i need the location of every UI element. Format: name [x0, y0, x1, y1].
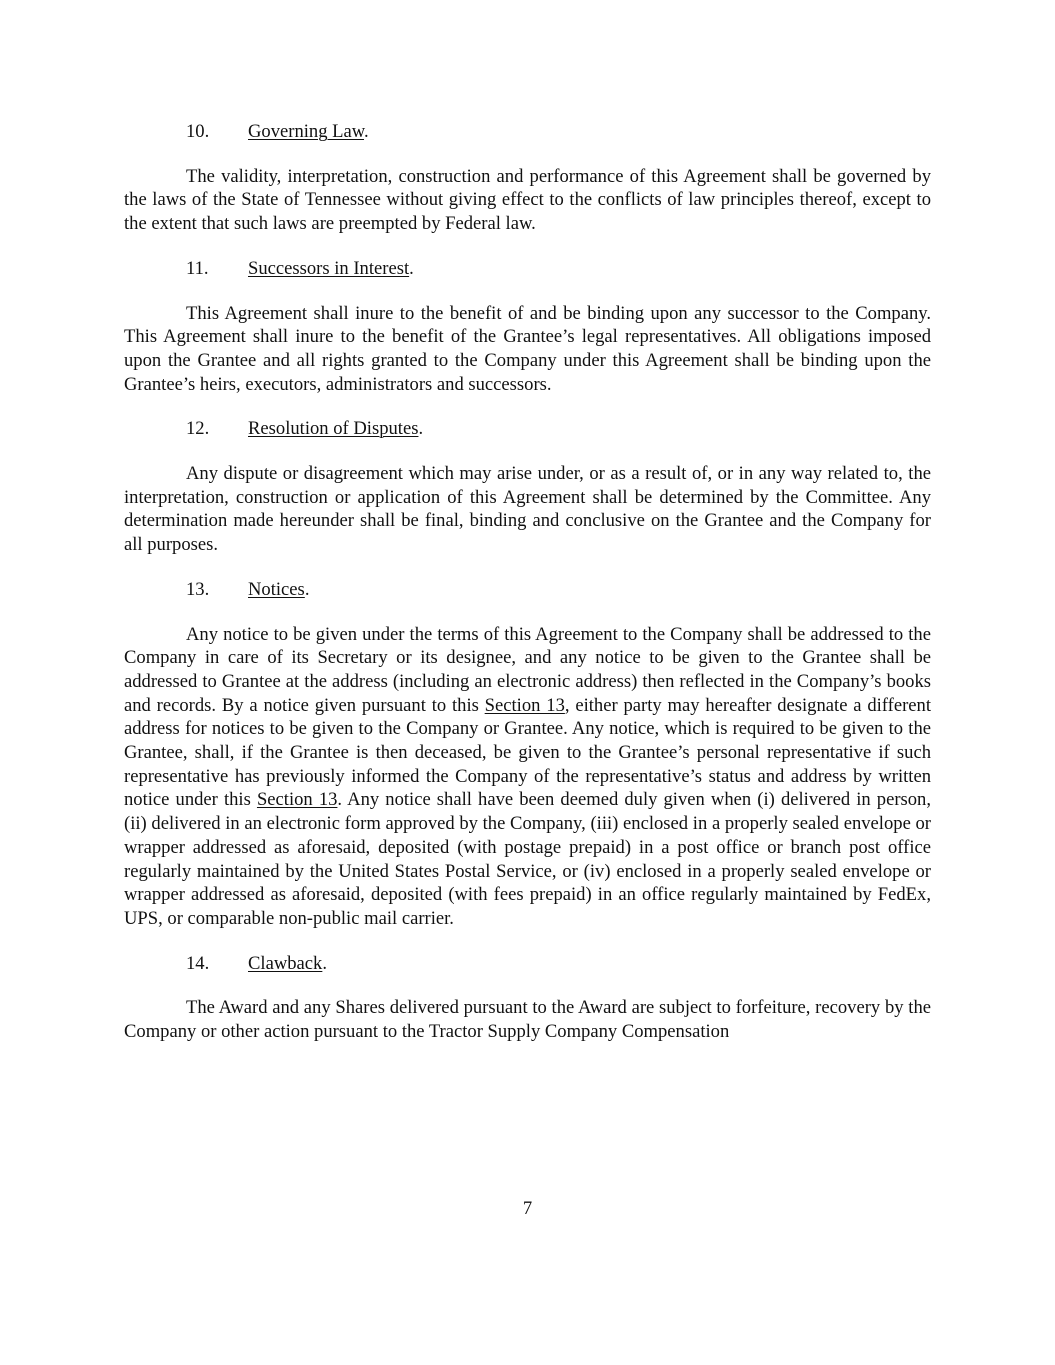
section-12-heading: 12. Resolution of Disputes. [186, 418, 424, 440]
section-11-heading: 11. Successors in Interest. [186, 257, 414, 279]
section-11-paragraph: This Agreement shall inure to the benefit of and be binding upon any successor to the Company. This Agreement shall inure to the benefit of the Grantee’s legal representatives. All obligations imposed upon the Grantee and all rights granted to the Company under this Agreement shall be binding upon the Grantee’s heirs, executors, administrators and successors. [124, 302, 931, 395]
section-title: Resolution of Disputes [248, 418, 419, 440]
paragraph-text: , either party may hereafter designate a different address for notices to be given to the Company or Grantee. Any notice, which is required to be given to the Grantee, shall, if the Grantee is then deceased, be given to the Grantee’s personal representative if such representative has previously informed the Company of the representative’s status and address by written notice under this [124, 694, 932, 811]
page-number: 7 [522, 1198, 533, 1219]
section-10-heading: 10. Governing Law. [186, 121, 369, 142]
section-title: Clawback [248, 952, 323, 974]
section-title: Notices [248, 578, 305, 600]
paragraph-text: Any notice to be given under the terms of this Agreement to the Company shall be addressed to the Company in care of its Secretary or its designee, and any notice to be given to the Grantee shall be addressed to Grantee at the address (including an electronic address) then reflected in the Company’s books and records. By a notice given pursuant to this [124, 623, 931, 716]
section-number: 13. [186, 578, 210, 600]
section-14-paragraph: The Award and any Shares delivered pursuant to the Award are subject to forfeiture, recovery by the Company or other action pursuant to the Tractor Supply Company Compensation [124, 997, 931, 1043]
section-13-paragraph [124, 623, 931, 931]
paragraph-text: . Any notice shall have been deemed duly given when (i) delivered in person, (ii) delivered in an electronic form approved by the Company, (iii) enclosed in a properly sealed envelope or wrapper addressed as aforesaid, deposited (with postage prepaid) in a post office or branch post office regularly maintained by the United States Postal Service, or (iv) enclosed in a properly sealed envelope or wrapper addressed as aforesaid, deposited (with fees prepaid) in an office regularly maintained by FedEx, UPS, or comparable non-public mail carrier. [124, 789, 932, 929]
section-number: 10. [186, 121, 210, 142]
section-13-reference: Section 13 [484, 694, 565, 716]
section-10-paragraph: The validity, interpretation, construction and performance of this Agreement shall be governed by the laws of the State of Tennessee without giving effect to the conflicts of law principles thereof, except to the extent that such laws are preempted by Federal law. [124, 165, 931, 235]
section-number: 12. [186, 418, 210, 440]
section-number: 14. [186, 952, 210, 974]
section-13-heading: 13. Notices. [186, 578, 310, 600]
section-number: 11. [186, 257, 209, 279]
document-page [124, 120, 931, 1065]
section-14-heading: 14. Clawback. [186, 952, 328, 974]
section-title: Successors in Interest [248, 257, 410, 279]
section-title: Governing Law [248, 121, 365, 142]
section-13-reference: Section 13 [256, 789, 338, 811]
section-12-paragraph: Any dispute or disagreement which may arise under, or as a result of, or in any way related to, the interpretation, construction or application of this Agreement shall be determined by the Committee. Any determination made hereunder shall be final, binding and conclusive on the Grantee and the Company for all purposes. [124, 463, 931, 556]
